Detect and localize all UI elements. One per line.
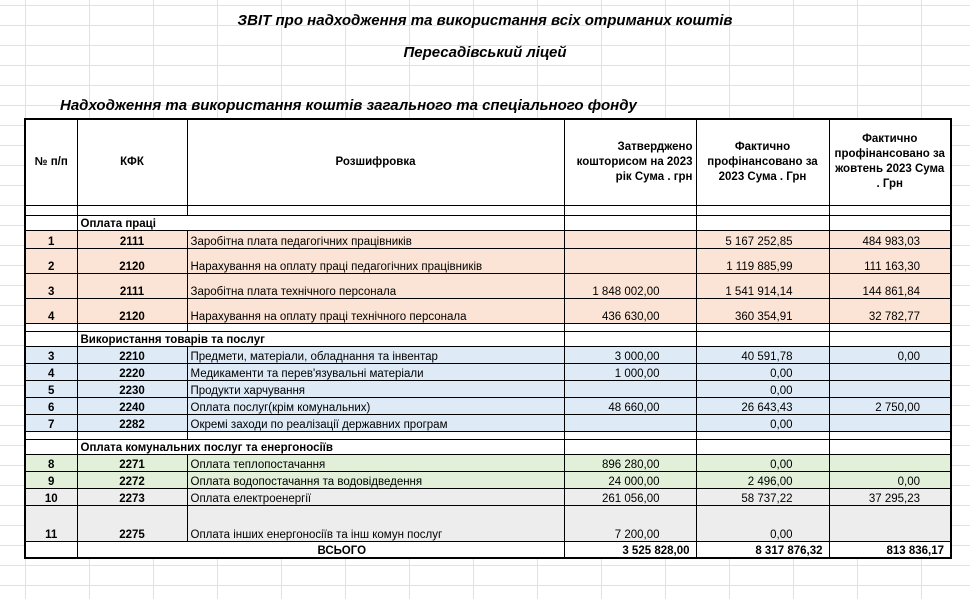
cell-approved: 436 630,00	[564, 298, 696, 323]
cell-financed-october: 144 861,84	[829, 273, 951, 298]
table-row	[25, 471, 951, 488]
cell-num: 11	[25, 505, 77, 541]
section-title: Надходження та використання коштів загального та спеціального фонду	[60, 97, 637, 114]
cell-financed-october: 37 295,23	[829, 488, 951, 505]
header-row	[25, 119, 951, 205]
cell-kfk: 2272	[77, 471, 187, 488]
cell-financed-october: 0,00	[829, 346, 951, 363]
header-financed: Фактично профінансовано за 2023 Сума . Грн	[696, 119, 829, 205]
header-approved: Затверджено кошторисом на 2023 рік Сума . грн	[564, 119, 696, 205]
cell-financed-october: 111 163,30	[829, 248, 951, 273]
cell-description: Нарахування на оплату праці технічного персонала	[187, 298, 564, 323]
table-row	[25, 363, 951, 380]
cell-description: Продукти харчування	[187, 380, 564, 397]
cell-financed-october	[829, 414, 951, 431]
cell-kfk: 2120	[77, 248, 187, 273]
spacer-row	[25, 431, 951, 439]
cell-description: Окремі заходи по реалізації державних програм	[187, 414, 564, 431]
cell-financed: 40 591,78	[696, 346, 829, 363]
cell-financed: 58 737,22	[696, 488, 829, 505]
cell-description: Нарахування на оплату праці педагогічних працівників	[187, 248, 564, 273]
cell-approved: 48 660,00	[564, 397, 696, 414]
table-row	[25, 230, 951, 248]
cell-kfk: 2111	[77, 230, 187, 248]
group-label: Оплата праці	[77, 215, 564, 230]
cell-financed-october	[829, 505, 951, 541]
cell-financed: 0,00	[696, 414, 829, 431]
header-financed-october: Фактично профінансовано за жовтень 2023 Сума . Грн	[829, 119, 951, 205]
cell-approved	[564, 414, 696, 431]
cell-kfk: 2282	[77, 414, 187, 431]
cell-financed: 5 167 252,85	[696, 230, 829, 248]
cell-description: Медикаменти та перев'язувальні матеріали	[187, 363, 564, 380]
table-row	[25, 273, 951, 298]
cell-kfk: 2273	[77, 488, 187, 505]
report-title: ЗВІТ про надходження та використання всіх отриманих коштів	[237, 12, 733, 29]
header-num: № п/п	[25, 119, 77, 205]
cell-num: 7	[25, 414, 77, 431]
cell-financed-october	[829, 454, 951, 471]
cell-num: 5	[25, 380, 77, 397]
cell-financed-october	[829, 363, 951, 380]
cell-approved	[564, 248, 696, 273]
cell-description: Предмети, матеріали, обладнання та інвентар	[187, 346, 564, 363]
cell-financed: 26 643,43	[696, 397, 829, 414]
header-kfk: КФК	[77, 119, 187, 205]
cell-num: 9	[25, 471, 77, 488]
cell-approved: 261 056,00	[564, 488, 696, 505]
cell-kfk: 2275	[77, 505, 187, 541]
cell-approved: 896 280,00	[564, 454, 696, 471]
cell-financed: 0,00	[696, 454, 829, 471]
table-row	[25, 298, 951, 323]
spacer-row	[25, 323, 951, 331]
table-row	[25, 380, 951, 397]
cell-num: 8	[25, 454, 77, 471]
table-row	[25, 346, 951, 363]
cell-kfk: 2220	[77, 363, 187, 380]
cell-approved	[564, 380, 696, 397]
cell-num: 6	[25, 397, 77, 414]
cell-kfk: 2240	[77, 397, 187, 414]
total-label: ВСЬОГО	[77, 541, 564, 558]
cell-description: Оплата теплопостачання	[187, 454, 564, 471]
cell-kfk: 2111	[77, 273, 187, 298]
cell-description: Оплата інших енергоносіїв та інш комун послуг	[187, 505, 564, 541]
cell-approved: 3 000,00	[564, 346, 696, 363]
cell-approved	[564, 230, 696, 248]
cell-description: Оплата водопостачання та водовідведення	[187, 471, 564, 488]
cell-num: 2	[25, 248, 77, 273]
cell-num: 4	[25, 298, 77, 323]
cell-description: Оплата послуг(крім комунальних)	[187, 397, 564, 414]
cell-financed: 1 119 885,99	[696, 248, 829, 273]
cell-financed-october: 484 983,03	[829, 230, 951, 248]
cell-approved: 24 000,00	[564, 471, 696, 488]
cell-financed: 2 496,00	[696, 471, 829, 488]
cell-financed: 0,00	[696, 380, 829, 397]
header-description: Розшифровка	[187, 119, 564, 205]
cell-financed-october: 0,00	[829, 471, 951, 488]
table-row	[25, 505, 951, 541]
cell-num: 3	[25, 346, 77, 363]
cell-approved: 7 200,00	[564, 505, 696, 541]
total-approved: 3 525 828,00	[564, 541, 696, 558]
report-table	[24, 118, 952, 559]
table-row	[25, 397, 951, 414]
cell-financed: 1 541 914,14	[696, 273, 829, 298]
cell-financed-october: 2 750,00	[829, 397, 951, 414]
group-label: Використання товарів та послуг	[77, 331, 564, 346]
cell-financed: 0,00	[696, 363, 829, 380]
cell-financed: 360 354,91	[696, 298, 829, 323]
cell-num: 1	[25, 230, 77, 248]
table-row	[25, 488, 951, 505]
cell-financed-october: 32 782,77	[829, 298, 951, 323]
table-row	[25, 414, 951, 431]
cell-kfk: 2120	[77, 298, 187, 323]
cell-approved: 1 000,00	[564, 363, 696, 380]
total-financed-october: 813 836,17	[829, 541, 951, 558]
total-row	[25, 541, 951, 558]
cell-approved: 1 848 002,00	[564, 273, 696, 298]
school-name: Пересадівський ліцей	[403, 44, 567, 61]
cell-financed: 0,00	[696, 505, 829, 541]
cell-num: 4	[25, 363, 77, 380]
cell-num: 10	[25, 488, 77, 505]
cell-kfk: 2230	[77, 380, 187, 397]
cell-financed-october	[829, 380, 951, 397]
group-row	[25, 215, 951, 230]
cell-description: Заробітна плата технічного персонала	[187, 273, 564, 298]
cell-kfk: 2271	[77, 454, 187, 471]
group-label: Оплата комунальних послуг та енергоносіїв	[77, 439, 564, 454]
group-row	[25, 439, 951, 454]
table-row	[25, 454, 951, 471]
cell-description: Заробітна плата педагогічних працівників	[187, 230, 564, 248]
cell-num: 3	[25, 273, 77, 298]
total-financed: 8 317 876,32	[696, 541, 829, 558]
table-row	[25, 248, 951, 273]
cell-kfk: 2210	[77, 346, 187, 363]
group-row	[25, 331, 951, 346]
spacer-row	[25, 205, 951, 215]
cell-description: Оплата електроенергії	[187, 488, 564, 505]
